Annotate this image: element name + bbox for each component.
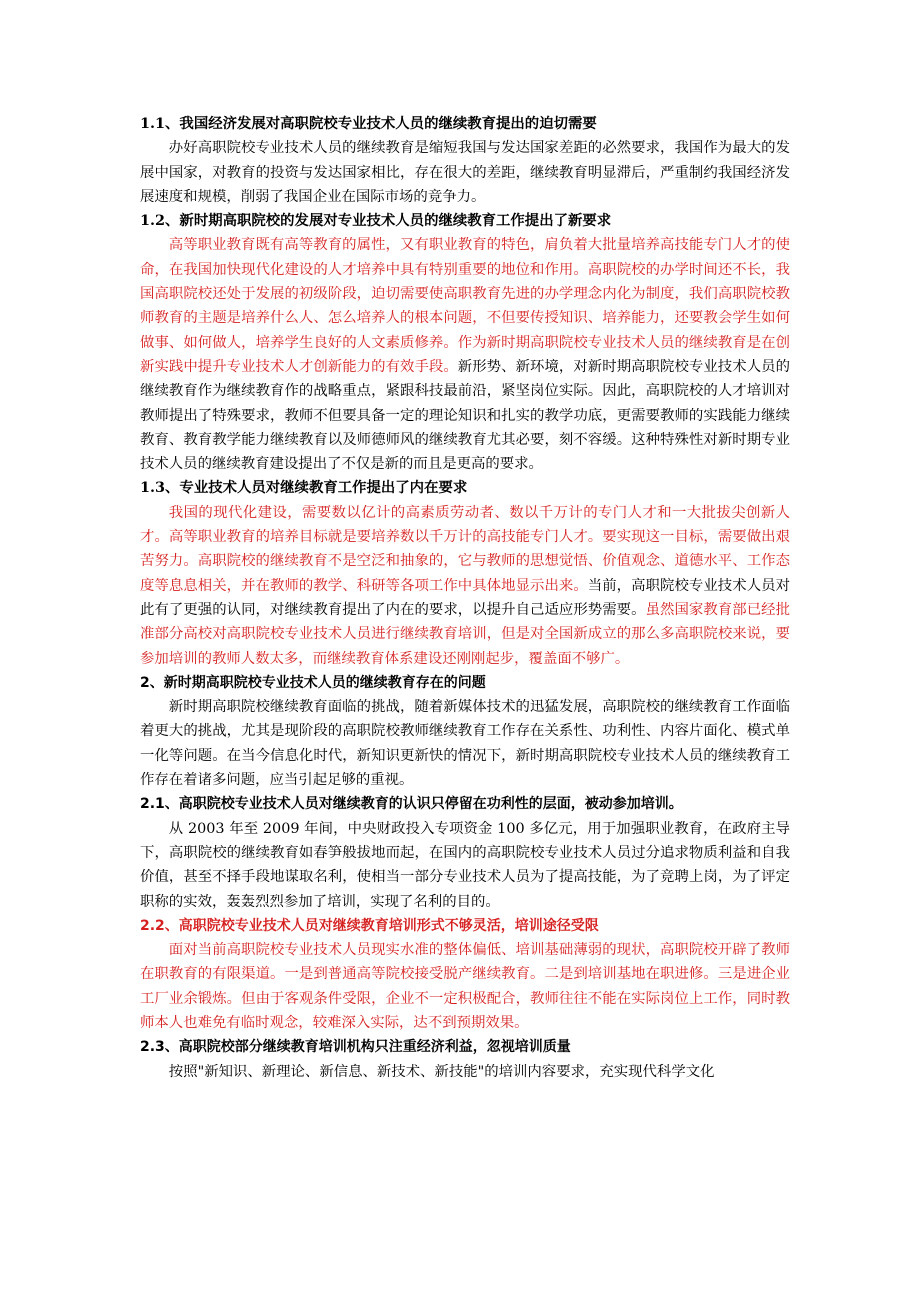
section-paragraph-2: [140, 695, 790, 792]
paragraph-run: 从 2003 年至 2009 年间，中央财政投入专项资金 100 多亿元，用于加强职业教育，在政府主导下，高职院校的继续教育如春笋般拔地而起，在国内的高职院校专业技术人员过分追求物质利益和自我价值，甚至不择手段地谋取名利，使相当一部分专业技术人员为了提高技能，为了竞聘上岗，为了评定职称的实效，轰轰烈烈参加了培训，实现了名利的目的。: [140, 820, 790, 910]
paragraph-run-highlighted: 虽然国家教育部已经批准部分高校对高职院校专业技术人员进行继续教育培训，但是对全国新成立的那么多高职院校来说，要参加培训的教师人数太多，而继续教育体系建设还刚刚起步，覆盖面不够广。: [140, 601, 790, 667]
section-paragraph-1-2: [140, 233, 790, 476]
paragraph-run: 新形势、新环境，对新时期高职院校专业技术人员的继续教育作为继续教育作的战略重点，紧跟科技最前沿，紧坚岗位实际。因此，高职院校的人才培训对教师提出了特殊要求，教师不但要具备一定的理论知识和扎实的教学功底，更需要教师的实践能力继续教育、教育教学能力继续教育以及师德师风的继续教育尤其必要，刻不容缓。这种特殊性对新时期专业技术人员的继续教育建设提出了不仅是新的而且是更高的要求。: [140, 358, 790, 473]
paragraph-run-highlighted: 我国的现代化建设，需要数以亿计的高素质劳动者、数以千万计的专门人才和一大批拔尖创新人才。高等职业教育的培养目标就是要培养数以千万计的高技能专门人才。要实现这一目标，需要做出艰苦努力。: [140, 504, 790, 570]
section-heading-1-3: 1.3、专业技术人员对继续教育工作提出了内在要求: [140, 479, 468, 497]
paragraph-run-highlighted: 面对当前高职院校专业技术人员现实水准的整体偏低、培训基础薄弱的现状，高职院校开辟了教师在职教育的有限渠道。一是到普通高等院校接受脱产继续教育。二是到培训基地在职进修。三是进企业工厂业余锻炼。但由于客观条件受限，企业不一定积极配合，教师往往不能在实际岗位上工作，同时教师本人也难免有临时观念，较难深入实际，达不到预期效果。: [140, 942, 790, 1031]
section-paragraph-1-1: [140, 136, 790, 209]
section-paragraph-1-3: [140, 501, 790, 671]
paragraph-run-highlighted: 高职院校的继续教育不是空泛和抽象的，它与教师的思想觉悟、价值观念、道德水平、工作态度等息息相关，并在教师的教学、科研等各项工作中具体地显示出来。: [140, 553, 790, 594]
paragraph-run-highlighted: 高等职业教育既有高等教育的属性，又有职业教育的特色，肩负着大批量培养高技能专门人才的使命，在我国加快现代化建设的人才培养中具有特别重要的地位和作用。高职院校的办学时间还不长，我国高职院校还处于发展的初级阶段，迫切需要使高职教育先进的办学理念内化为制度，我们高职院校教师教育的主题是培养什么人、怎么培养人的根本问题，不但要传授知识、培养能力，还要教会学生如何做事、如何做人，培养学生良好的人文素质修养。作为新时期高职院校专业技术人员的继续教育是在创新实践中提升专业技术人才创新能力的有效手段。: [140, 237, 790, 375]
section-heading-1-1: 1.1、我国经济发展对高职院校专业技术人员的继续教育提出的迫切需要: [140, 115, 597, 132]
section-heading-2: 2、新时期高职院校专业技术人员的继续教育存在的问题: [140, 674, 486, 691]
paragraph-run: 当前，高职院校专业技术人员对此有了更强的认同，对继续教育提出了内在的要求，以提升自己适应形势需要。: [140, 577, 790, 618]
section-paragraph-2-3: [140, 1060, 790, 1084]
paragraph-run: 按照"新知识、新理论、新信息、新技术、新技能"的培训内容要求，充实现代科学文化: [168, 1063, 715, 1080]
section-heading-2-3: 2.3、高职院校部分继续教育培训机构只注重经济利益，忽视培训质量: [140, 1039, 571, 1056]
section-heading-2-1: 2.1、高职院校专业技术人员对继续教育的认识只停留在功利性的层面，被动参加培训。: [140, 796, 683, 813]
section-heading-1-2: 1.2、新时期高职院校的发展对专业技术人员的继续教育工作提出了新要求: [140, 212, 612, 230]
paragraph-run: 办好高职院校专业技术人员的继续教育是缩短我国与发达国家差距的必然要求，我国作为最大的发展中国家，对教育的投资与发达国家相比，存在很大的差距，继续教育明显滞后，严重制约我国经济发展速度和规模，削弱了我国企业在国际市场的竞争力。: [140, 140, 790, 205]
paragraph-run: 新时期高职院校继续教育面临的挑战，随着新媒体技术的迅猛发展，高职院校的继续教育工作面临着更大的挑战，尤其是现阶段的高职院校教师继续教育工作存在关系性、功利性、内容片面化、模式单一化等问题。在当今信息化时代，新知识更新快的情况下，新时期高职院校专业技术人员的继续教育工作存在着诸多问题，应当引起足够的重视。: [140, 699, 790, 789]
document-page: [140, 112, 790, 1084]
section-paragraph-2-2: [140, 938, 790, 1035]
section-paragraph-2-1: [140, 817, 790, 914]
section-heading-2-2: 2.2、高职院校专业技术人员对继续教育培训形式不够灵活，培训途径受限: [140, 917, 599, 934]
